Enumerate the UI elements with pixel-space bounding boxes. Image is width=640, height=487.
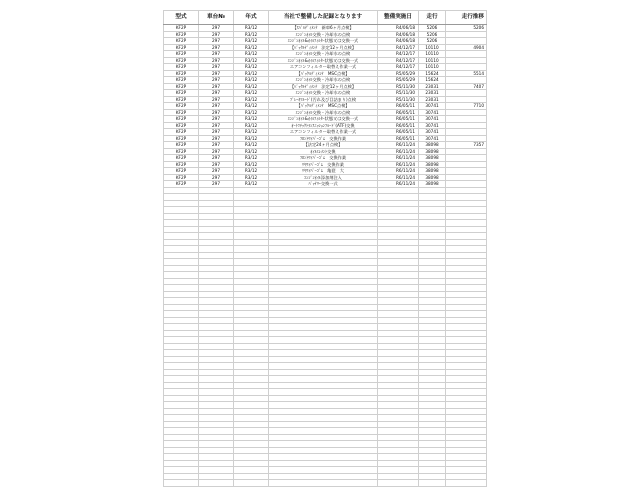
cell-year: R3/12 bbox=[234, 70, 269, 77]
cell-model: KF2P bbox=[164, 57, 199, 64]
header-year: 年式 bbox=[234, 11, 269, 25]
table-row bbox=[164, 109, 487, 116]
cell-mileage-change: 5206 bbox=[446, 25, 487, 32]
table-row bbox=[164, 129, 487, 136]
cell-description: ﾌﾞﾚｰｷﾌﾙｰﾄﾞ(汚れ及び目詰まり)点検 bbox=[269, 96, 378, 103]
header-mileage: 走行 bbox=[419, 11, 446, 25]
cell-chassis-no: 297 bbox=[199, 64, 234, 71]
cell-model: KF2P bbox=[164, 122, 199, 129]
cell-description: 【ﾊﾞｯｸﾙﾃﾞｨﾒﾝﾃ 法定12ヶ月点検】 bbox=[269, 44, 378, 51]
header-description: 当社で整備した記録となります bbox=[269, 11, 378, 25]
cell-description: ｴﾝｼﾞﾝｵｲﾙ交換・冷却水の点検 bbox=[269, 77, 378, 84]
cell-mileage: 15624 bbox=[419, 77, 446, 84]
maintenance-record-sheet bbox=[163, 10, 484, 467]
cell-description: ｴﾝｼﾞﾝｵｲﾙ交換・冷却水の点検 bbox=[269, 31, 378, 38]
cell-chassis-no: 297 bbox=[199, 103, 234, 110]
cell-model: KF2P bbox=[164, 142, 199, 149]
empty-row bbox=[164, 480, 487, 487]
table-row bbox=[164, 161, 487, 168]
cell-model: KF2P bbox=[164, 174, 199, 181]
table-row bbox=[164, 64, 487, 71]
cell-mileage: 38098 bbox=[419, 155, 446, 162]
cell-chassis-no: 297 bbox=[199, 83, 234, 90]
cell-model: KF2P bbox=[164, 161, 199, 168]
cell-year: R3/12 bbox=[234, 148, 269, 155]
cell-mileage: 5206 bbox=[419, 25, 446, 32]
cell-model: KF2P bbox=[164, 103, 199, 110]
table-row bbox=[164, 96, 487, 103]
cell-chassis-no: 297 bbox=[199, 161, 234, 168]
cell-model: KF2P bbox=[164, 38, 199, 45]
table-row bbox=[164, 83, 487, 90]
table-row bbox=[164, 90, 487, 97]
cell-mileage: 38098 bbox=[419, 148, 446, 155]
cell-service-date: R6/11/24 bbox=[378, 155, 419, 162]
empty-cell bbox=[199, 480, 234, 487]
cell-chassis-no: 297 bbox=[199, 77, 234, 84]
cell-chassis-no: 297 bbox=[199, 109, 234, 116]
cell-service-date: R6/11/24 bbox=[378, 148, 419, 155]
cell-service-date: R4/12/17 bbox=[378, 51, 419, 58]
cell-chassis-no: 297 bbox=[199, 168, 234, 175]
table-row bbox=[164, 135, 487, 142]
cell-chassis-no: 297 bbox=[199, 155, 234, 162]
table-row bbox=[164, 148, 487, 155]
cell-service-date: R6/11/24 bbox=[378, 168, 419, 175]
cell-chassis-no: 297 bbox=[199, 96, 234, 103]
cell-description: 【ﾊﾞｯｸﾙﾃﾞｨﾒﾝﾃ 法定12ヶ月点検】 bbox=[269, 83, 378, 90]
cell-model: KF2P bbox=[164, 168, 199, 175]
cell-service-date: R4/06/18 bbox=[378, 31, 419, 38]
cell-year: R3/12 bbox=[234, 77, 269, 84]
cell-year: R3/12 bbox=[234, 44, 269, 51]
cell-service-date: R4/12/17 bbox=[378, 64, 419, 71]
cell-description: ｴﾝｼﾞﾝｵｲﾙ&ｵｲﾙﾌｨﾙﾀｰ状態又は交換一式 bbox=[269, 116, 378, 123]
cell-description: ｴﾝｼﾞﾝｵｲﾙ添加剤注入 bbox=[269, 174, 378, 181]
table-row bbox=[164, 57, 487, 64]
cell-year: R3/12 bbox=[234, 103, 269, 110]
cell-chassis-no: 297 bbox=[199, 116, 234, 123]
table-row bbox=[164, 103, 487, 110]
table-row bbox=[164, 122, 487, 129]
cell-year: R3/12 bbox=[234, 174, 269, 181]
cell-description: 【ﾊﾞｯｸﾙﾃﾞｨﾒﾝﾃ MSC点検】 bbox=[269, 103, 378, 110]
cell-model: KF2P bbox=[164, 129, 199, 136]
cell-mileage: 38098 bbox=[419, 174, 446, 181]
empty-cell bbox=[234, 480, 269, 487]
cell-description: ﾘﾔﾜｲﾊﾟｰｺﾞﾑ 亀裂 大 bbox=[269, 168, 378, 175]
table-row bbox=[164, 116, 487, 123]
cell-model: KF2P bbox=[164, 51, 199, 58]
cell-year: R3/12 bbox=[234, 161, 269, 168]
cell-chassis-no: 297 bbox=[199, 129, 234, 136]
cell-mileage: 10110 bbox=[419, 44, 446, 51]
cell-service-date: R5/05/29 bbox=[378, 70, 419, 77]
cell-description: ﾌﾛﾝﾄﾜｲﾊﾟｰｺﾞﾑ 交換作業 bbox=[269, 155, 378, 162]
cell-chassis-no: 297 bbox=[199, 148, 234, 155]
cell-service-date: R6/05/11 bbox=[378, 129, 419, 136]
cell-year: R3/12 bbox=[234, 57, 269, 64]
cell-mileage: 23031 bbox=[419, 90, 446, 97]
cell-service-date: R6/05/11 bbox=[378, 103, 419, 110]
table-row bbox=[164, 77, 487, 84]
table-row bbox=[164, 44, 487, 51]
cell-mileage: 10110 bbox=[419, 51, 446, 58]
cell-service-date: R5/11/30 bbox=[378, 90, 419, 97]
cell-description: ｴﾝｼﾞﾝｵｲﾙ交換・冷却水の点検 bbox=[269, 109, 378, 116]
cell-service-date: R6/11/24 bbox=[378, 161, 419, 168]
cell-service-date: R6/05/11 bbox=[378, 109, 419, 116]
cell-chassis-no: 297 bbox=[199, 57, 234, 64]
cell-year: R3/12 bbox=[234, 31, 269, 38]
cell-mileage: 30741 bbox=[419, 116, 446, 123]
table-row bbox=[164, 155, 487, 162]
cell-year: R3/12 bbox=[234, 83, 269, 90]
cell-mileage: 30741 bbox=[419, 129, 446, 136]
cell-description: ﾌﾛﾝﾄﾜｲﾊﾟｰｺﾞﾑ 交換作業 bbox=[269, 135, 378, 142]
cell-service-date: R6/11/24 bbox=[378, 181, 419, 188]
cell-year: R3/12 bbox=[234, 116, 269, 123]
cell-description: エアコンフィルター取替え作業一式 bbox=[269, 64, 378, 71]
header-mileage-change: 走行推移 bbox=[446, 11, 487, 25]
cell-service-date: R4/12/17 bbox=[378, 57, 419, 64]
table-row bbox=[164, 51, 487, 58]
cell-service-date: R6/11/24 bbox=[378, 142, 419, 149]
cell-description: ｴﾝｼﾞﾝｵｲﾙ&ｵｲﾙﾌｨﾙﾀｰ状態又は交換一式 bbox=[269, 57, 378, 64]
cell-chassis-no: 297 bbox=[199, 142, 234, 149]
cell-mileage-change: 7357 bbox=[446, 142, 487, 149]
cell-mileage: 30741 bbox=[419, 109, 446, 116]
empty-cell bbox=[378, 480, 419, 487]
cell-description: ｴﾝｼﾞﾝｵｲﾙ交換・冷却水の点検 bbox=[269, 90, 378, 97]
cell-year: R3/12 bbox=[234, 129, 269, 136]
cell-mileage: 30741 bbox=[419, 122, 446, 129]
cell-mileage-change: 5514 bbox=[446, 70, 487, 77]
cell-year: R3/12 bbox=[234, 64, 269, 71]
cell-description: 【法定24ヶ月点検】 bbox=[269, 142, 378, 149]
cell-mileage: 38098 bbox=[419, 168, 446, 175]
table-row bbox=[164, 168, 487, 175]
cell-model: KF2P bbox=[164, 96, 199, 103]
cell-description: ﾘﾔﾜｲﾊﾟｰｺﾞﾑ 交換作業 bbox=[269, 161, 378, 168]
cell-description: ﾊﾞｯﾃﾘｰ交換一式 bbox=[269, 181, 378, 188]
header-service-date: 整備実施日 bbox=[378, 11, 419, 25]
cell-chassis-no: 297 bbox=[199, 122, 234, 129]
cell-service-date: R5/05/29 bbox=[378, 77, 419, 84]
cell-mileage: 30741 bbox=[419, 103, 446, 110]
cell-service-date: R4/06/18 bbox=[378, 38, 419, 45]
cell-service-date: R5/11/30 bbox=[378, 83, 419, 90]
cell-chassis-no: 297 bbox=[199, 90, 234, 97]
cell-model: KF2P bbox=[164, 44, 199, 51]
cell-service-date: R6/05/11 bbox=[378, 116, 419, 123]
cell-mileage: 5206 bbox=[419, 38, 446, 45]
cell-description: エアコンフィルター取替え作業一式 bbox=[269, 129, 378, 136]
cell-mileage: 23031 bbox=[419, 83, 446, 90]
cell-mileage: 10110 bbox=[419, 57, 446, 64]
header-chassis-no: 車台№ bbox=[199, 11, 234, 25]
cell-year: R3/12 bbox=[234, 51, 269, 58]
cell-description: ｴﾝｼﾞﾝｵｲﾙ&ｵｲﾙﾌｨﾙﾀｰ状態又は交換一式 bbox=[269, 38, 378, 45]
cell-mileage: 38098 bbox=[419, 181, 446, 188]
empty-cell bbox=[419, 480, 446, 487]
cell-model: KF2P bbox=[164, 83, 199, 90]
cell-model: KF2P bbox=[164, 77, 199, 84]
cell-chassis-no: 297 bbox=[199, 31, 234, 38]
cell-description: 【ｽﾊﾞﾙﾃﾞｨﾒﾝﾃ 新車6ヶ月点検】 bbox=[269, 25, 378, 32]
header-row bbox=[164, 11, 487, 25]
cell-service-date: R4/06/18 bbox=[378, 25, 419, 32]
cell-chassis-no: 297 bbox=[199, 181, 234, 188]
cell-year: R3/12 bbox=[234, 122, 269, 129]
cell-year: R3/12 bbox=[234, 90, 269, 97]
cell-mileage: 30741 bbox=[419, 135, 446, 142]
cell-mileage-change: 4904 bbox=[446, 44, 487, 51]
cell-chassis-no: 297 bbox=[199, 174, 234, 181]
table-row bbox=[164, 174, 487, 181]
table-body bbox=[164, 25, 487, 487]
cell-model: KF2P bbox=[164, 181, 199, 188]
cell-model: KF2P bbox=[164, 155, 199, 162]
cell-year: R3/12 bbox=[234, 109, 269, 116]
cell-mileage: 23031 bbox=[419, 96, 446, 103]
cell-year: R3/12 bbox=[234, 38, 269, 45]
cell-model: KF2P bbox=[164, 90, 199, 97]
cell-chassis-no: 297 bbox=[199, 38, 234, 45]
cell-model: KF2P bbox=[164, 116, 199, 123]
cell-service-date: R6/05/11 bbox=[378, 135, 419, 142]
cell-mileage: 38098 bbox=[419, 142, 446, 149]
cell-model: KF2P bbox=[164, 64, 199, 71]
cell-service-date: R6/11/24 bbox=[378, 174, 419, 181]
table-row bbox=[164, 142, 487, 149]
cell-year: R3/12 bbox=[234, 181, 269, 188]
empty-cell bbox=[446, 480, 487, 487]
cell-chassis-no: 297 bbox=[199, 25, 234, 32]
cell-description: ｴﾝｼﾞﾝｵｲﾙ交換・冷却水の点検 bbox=[269, 51, 378, 58]
cell-mileage-change: 7407 bbox=[446, 83, 487, 90]
cell-model: KF2P bbox=[164, 135, 199, 142]
maintenance-table bbox=[163, 10, 487, 487]
cell-mileage: 5206 bbox=[419, 31, 446, 38]
cell-model: KF2P bbox=[164, 25, 199, 32]
cell-year: R3/12 bbox=[234, 25, 269, 32]
cell-year: R3/12 bbox=[234, 142, 269, 149]
cell-model: KF2P bbox=[164, 31, 199, 38]
cell-mileage: 15624 bbox=[419, 70, 446, 77]
cell-mileage-change: 7710 bbox=[446, 103, 487, 110]
cell-chassis-no: 297 bbox=[199, 44, 234, 51]
cell-service-date: R6/05/11 bbox=[378, 122, 419, 129]
cell-chassis-no: 297 bbox=[199, 70, 234, 77]
cell-chassis-no: 297 bbox=[199, 135, 234, 142]
cell-year: R3/12 bbox=[234, 168, 269, 175]
table-row bbox=[164, 70, 487, 77]
cell-year: R3/12 bbox=[234, 96, 269, 103]
cell-model: KF2P bbox=[164, 148, 199, 155]
cell-description: ｵｰﾄﾏﾁｯｸﾄﾗﾝｽﾐｯｼｮﾝﾌﾙｰﾄﾞ(ATF)交換 bbox=[269, 122, 378, 129]
header-model: 型式 bbox=[164, 11, 199, 25]
empty-cell bbox=[269, 480, 378, 487]
cell-chassis-no: 297 bbox=[199, 51, 234, 58]
cell-description: ｵｲﾙｴﾚﾒﾝﾄ交換 bbox=[269, 148, 378, 155]
cell-mileage: 38098 bbox=[419, 161, 446, 168]
cell-year: R3/12 bbox=[234, 155, 269, 162]
cell-year: R3/12 bbox=[234, 135, 269, 142]
table-row bbox=[164, 181, 487, 188]
cell-service-date: R4/12/17 bbox=[378, 44, 419, 51]
cell-service-date: R5/11/30 bbox=[378, 96, 419, 103]
cell-model: KF2P bbox=[164, 70, 199, 77]
empty-cell bbox=[164, 480, 199, 487]
cell-mileage: 10110 bbox=[419, 64, 446, 71]
cell-description: 【ﾊﾞｯｸﾙﾃﾞｨﾒﾝﾃ MSC点検】 bbox=[269, 70, 378, 77]
cell-model: KF2P bbox=[164, 109, 199, 116]
